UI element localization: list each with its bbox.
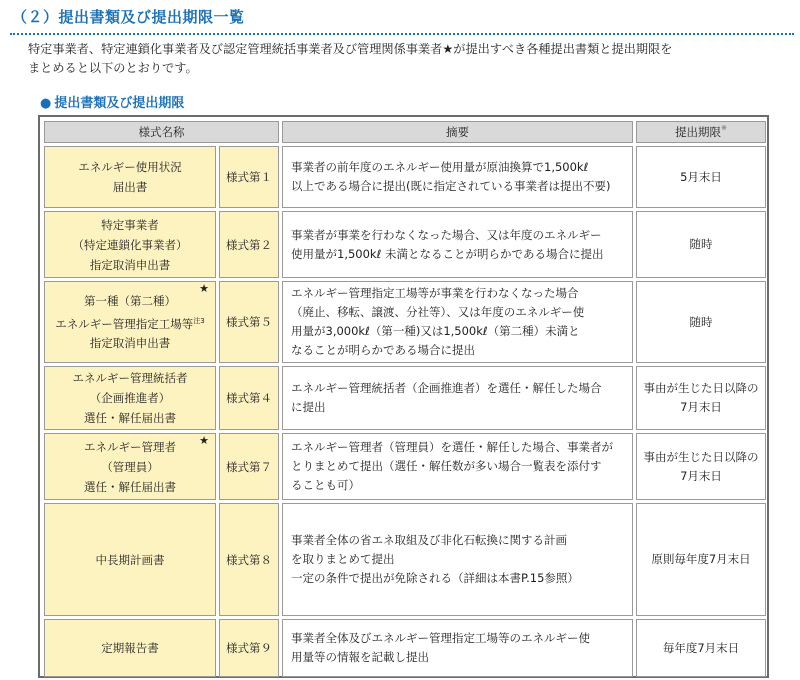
deadline-line: 原則毎年度7月末日 [651,552,751,566]
header-deadline [636,121,766,143]
name-line: エネルギー管理者 [84,439,176,454]
row-form: 様式第１ [219,146,279,208]
summary-line: 用量等の情報を記載し提出 [291,650,429,664]
row-summary [282,146,633,208]
intro-line: まとめると以下のとおりです。 [28,61,198,75]
name-line: 中長期計画書 [95,552,165,567]
table-row [44,503,766,616]
bullet-icon: ● [40,96,52,111]
row-form: 様式第８ [219,503,279,616]
summary-line: エネルギー管理指定工場等が事業を行わなくなった場合 [291,286,579,300]
name-line: 指定取消申出書 [89,257,171,272]
row-summary [282,281,633,363]
name-line: 指定取消申出書 [89,336,171,351]
row-summary [282,433,633,500]
table-row [44,433,766,500]
name-line: エネルギー使用状況 [78,160,182,174]
summary-line: エネルギー管理統括者（企画推進者）を選任・解任した場合 [291,381,602,395]
intro-line: 特定事業者、特定連鎖化事業者及び認定管理統括事業者及び管理関係事業者★が提出すべき各種提出書類と提出期限を [28,42,673,56]
summary-line: なることが明らかである場合に提出 [291,343,475,357]
deadline-line: 随時 [689,237,713,251]
row-name [44,366,216,430]
row-deadline [636,366,766,430]
row-form: 様式第２ [219,211,279,278]
deadline-line: 7月末日 [680,400,722,414]
summary-line: ることも可） [291,478,360,492]
table-row [44,281,766,363]
table-row [44,366,766,430]
header-deadline-note: ※ [721,124,727,132]
summary-line: 使用量が1,500kℓ 未満となることが明らかである場合に提出 [291,246,604,261]
name-line: エネルギー管理統括者 [72,371,188,385]
name-line: 定期報告書 [101,641,159,655]
summary-line: とりまとめて提出（選任・解任数が多い場合一覧表を添付す [291,459,602,473]
row-deadline [636,146,766,208]
name-line [45,311,215,334]
deadline-line: 毎年度7月末日 [662,640,740,655]
summary-line: 以上である場合に提出(既に指定されている事業者は提出不要) [291,179,611,193]
name-line: （特定連鎖化事業者） [72,237,188,252]
name-line: （管理員） [101,459,159,474]
row-form: 様式第４ [219,366,279,430]
deadline-line: 随時 [689,314,713,329]
summary-line: 事業者全体及びエネルギー管理指定工場等のエネルギー使 [291,631,590,645]
summary-line: エネルギー管理者（管理員）を選任・解任した場合、事業者が [291,440,613,454]
name-line-text: エネルギー管理指定工場等 [55,316,194,331]
row-name [44,433,216,500]
name-line: 第一種（第二種） [84,293,176,308]
row-name [44,146,216,208]
row-name [44,281,216,363]
row-summary [282,366,633,430]
table-row [44,211,766,278]
summary-line: を取りまとめて提出 [291,552,395,566]
section-title: （２）提出書類及び提出期限一覧 [12,8,245,26]
intro-text [28,40,798,78]
name-note: 注3 [193,316,205,325]
star-icon: ★ [199,434,209,447]
subsection-title-text: 提出書類及び提出期限 [54,96,185,111]
row-deadline [636,211,766,278]
row-form: 様式第５ [219,281,279,363]
row-summary [282,503,633,616]
row-summary [282,211,633,278]
row-name [44,503,216,616]
row-form: 様式第７ [219,433,279,500]
row-deadline [636,619,766,677]
summary-line: 一定の条件で提出が免除される（詳細は本書P.15参照） [291,571,579,585]
star-icon: ★ [199,282,209,295]
table-header-row [44,121,766,143]
summary-line: 事業者の前年度のエネルギー使用量が原油換算で1,500kℓ [291,160,589,174]
name-line: （企画推進者） [89,391,171,405]
row-deadline [636,503,766,616]
summary-line: 事業者全体の省エネ取組及び非化石転換に関する計画 [291,533,567,547]
summary-line: に提出 [291,400,326,414]
name-line: 届出書 [112,180,148,194]
deadline-line: 7月末日 [680,468,722,483]
summary-line: 事業者が事業を行わなくなった場合、又は年度のエネルギー [291,227,602,242]
table-row [44,619,766,677]
header-deadline-text: 提出期限 [675,125,722,139]
deadline-line: 5月末日 [680,169,722,184]
name-line: 特定事業者 [101,217,159,232]
row-name [44,619,216,677]
header-summary: 摘要 [282,121,633,143]
table-row [44,146,766,208]
row-deadline [636,433,766,500]
deadline-line: 事由が生じた日以降の [643,381,759,395]
row-form: 様式第９ [219,619,279,677]
name-line: 選任・解任届出書 [84,411,176,425]
deadline-table [41,118,769,680]
row-name [44,211,216,278]
header-name: 様式名称 [44,121,279,143]
dotted-divider [10,33,794,35]
row-deadline [636,281,766,363]
deadline-line: 事由が生じた日以降の [643,449,759,464]
row-summary [282,619,633,677]
name-line: 選任・解任届出書 [84,479,176,494]
subsection-title [40,92,184,111]
summary-line: 用量が3,000kℓ（第一種)又は1,500kℓ（第二種）未満と [291,324,580,338]
summary-line: （廃止、移転、譲渡、分社等）、又は年度のエネルギー使 [291,305,585,319]
deadline-table-frame [38,115,769,678]
